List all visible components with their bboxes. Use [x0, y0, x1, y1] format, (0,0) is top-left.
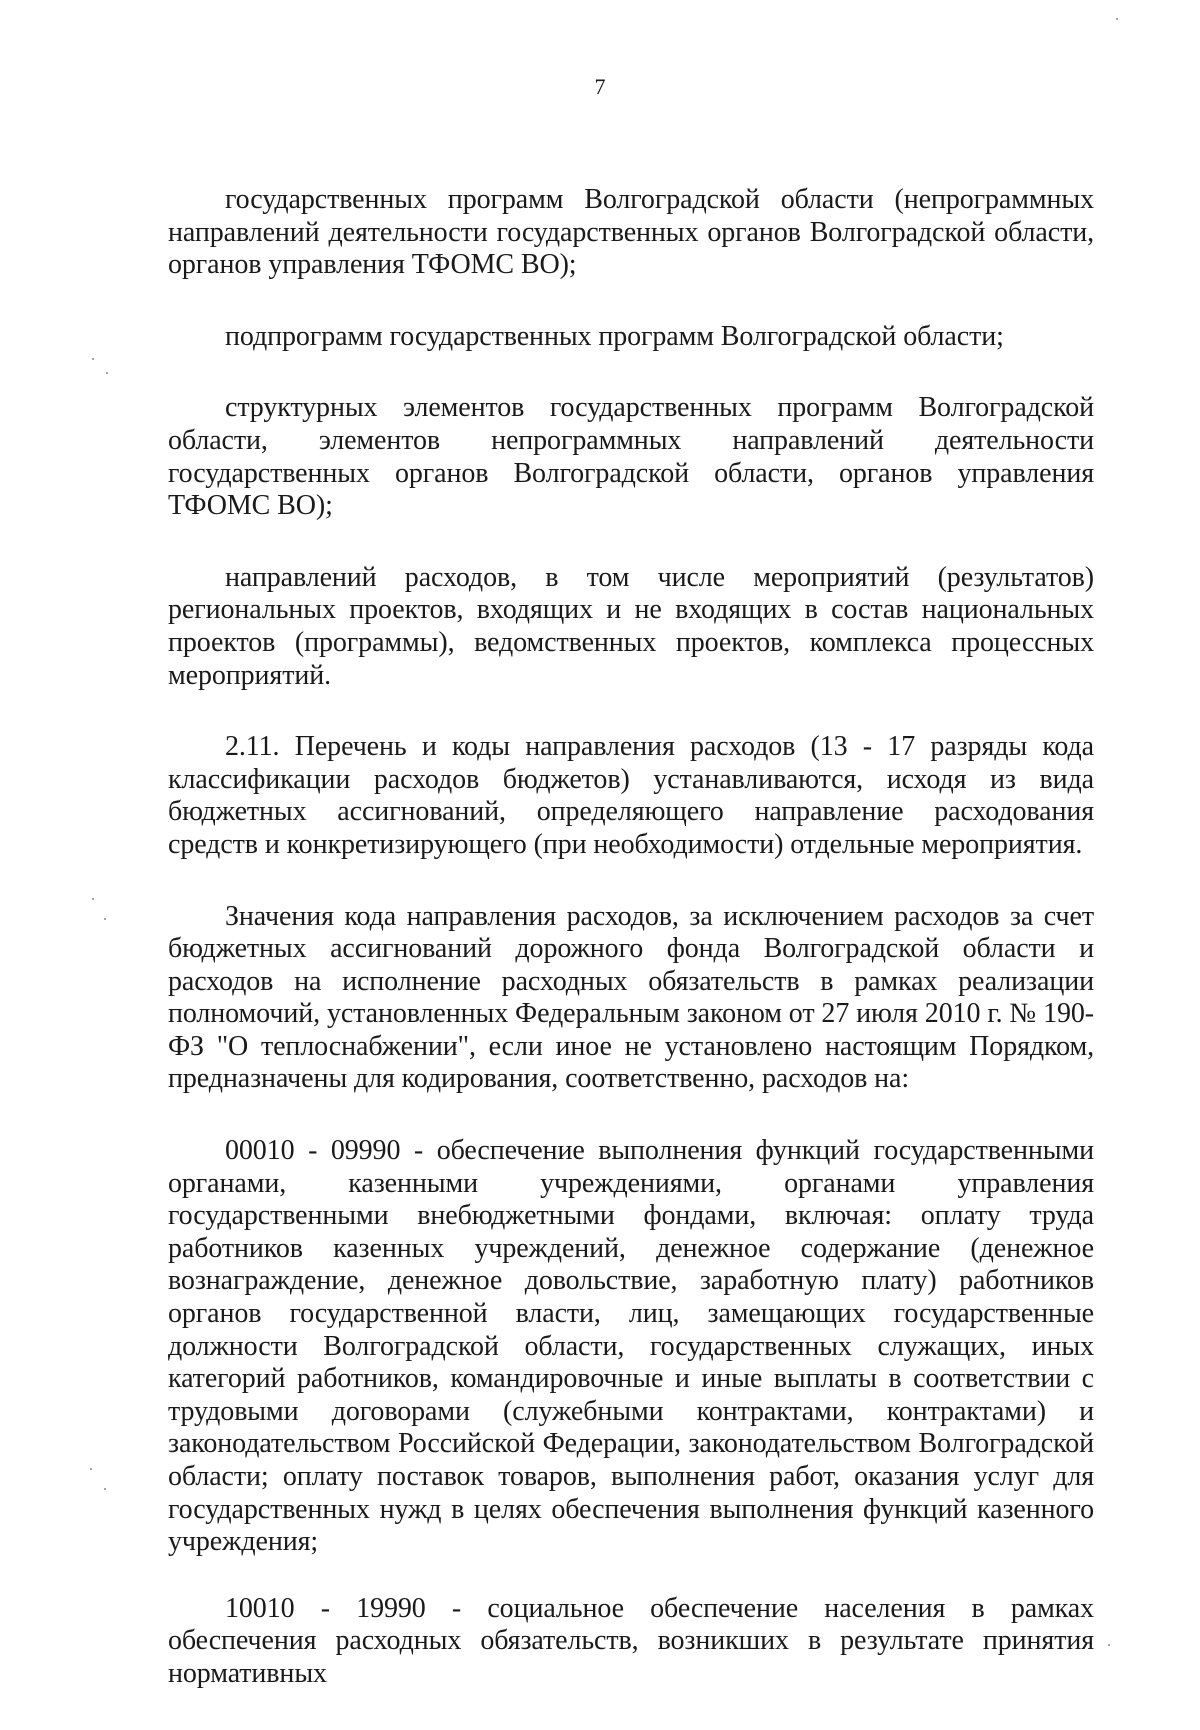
scan-speck — [92, 898, 94, 900]
scan-speck — [92, 358, 94, 360]
scan-speck — [104, 1488, 106, 1490]
scan-speck — [106, 372, 108, 374]
scan-speck — [1108, 1644, 1110, 1646]
paragraph-code-values: Значения кода направления расходов, за исключением расходов за счет бюджетных ассигнований дорожного фонда Волгоградской области и расходов на исполнение расходных обязательств в рамках реализации полномочий, установленных Федеральным законом от 27 июля 2010 г. № 190-ФЗ "О теплоснабжении", если иное не установлено настоящим Порядком, предназначены для кодирования, соответственно, расходов на: — [168, 900, 1094, 1095]
scan-speck — [104, 918, 106, 920]
paragraph-code-00010-09990: 00010 - 09990 - обеспечение выполнения функций государственными органами, казенными учреждениями, органами управления государственными внебюджетными фондами, включая: оплату труда работников казенных учреждений, денежное содержание (денежное вознаграждение, денежное довольствие, заработную плату) работников органов государственной власти, лиц, замещающих государственные должности Волгоградской области, государственных служащих, иных категорий работников, командировочные и иные выплаты в соответствии с трудовыми договорами (служебными контрактами, контрактами) и законодательством Российской Федерации, законодательством Волгоградской области; оплату поставок товаров, выполнения работ, оказания услуг для государственных нужд в целях обеспечения выполнения функций казенного учреждения; — [168, 1135, 1094, 1558]
paragraph-programs: государственных программ Волгоградской области (непрограммных направлений деятельности государственных органов Волгоградской области, органов управления ТФОМС ВО); — [168, 184, 1094, 281]
scan-speck — [90, 1468, 92, 1470]
page-number: 7 — [594, 74, 606, 99]
paragraph-structural-elements: структурных элементов государственных программ Волгоградской области, элементов непрограммных направлений деятельности государственных органов Волгоградской области, органов управления ТФОМС ВО); — [168, 392, 1094, 522]
paragraph-subprograms: подпрограмм государственных программ Волгоградской области; — [225, 320, 1004, 352]
scan-speck — [1116, 18, 1118, 20]
paragraph-code-10010-19990: 10010 - 19990 - социальное обеспечение населения в рамках обеспечения расходных обязательств, возникших в результате принятия нормативных — [168, 1592, 1094, 1689]
document-body — [168, 184, 1094, 1730]
paragraph-section-2-11: 2.11. Перечень и коды направления расходов (13 - 17 разряды кода классификации расходов бюджетов) устанавливаются, исходя из вида бюджетных ассигнований, определяющего направление расходования средств и конкретизирующего (при необходимости) отдельные мероприятия. — [168, 731, 1094, 860]
paragraph-expense-directions: направлений расходов, в том числе мероприятий (результатов) региональных проектов, входящих и не входящих в состав национальных проектов (программы), ведомственных проектов, комплекса процессных мероприятий. — [168, 561, 1094, 691]
